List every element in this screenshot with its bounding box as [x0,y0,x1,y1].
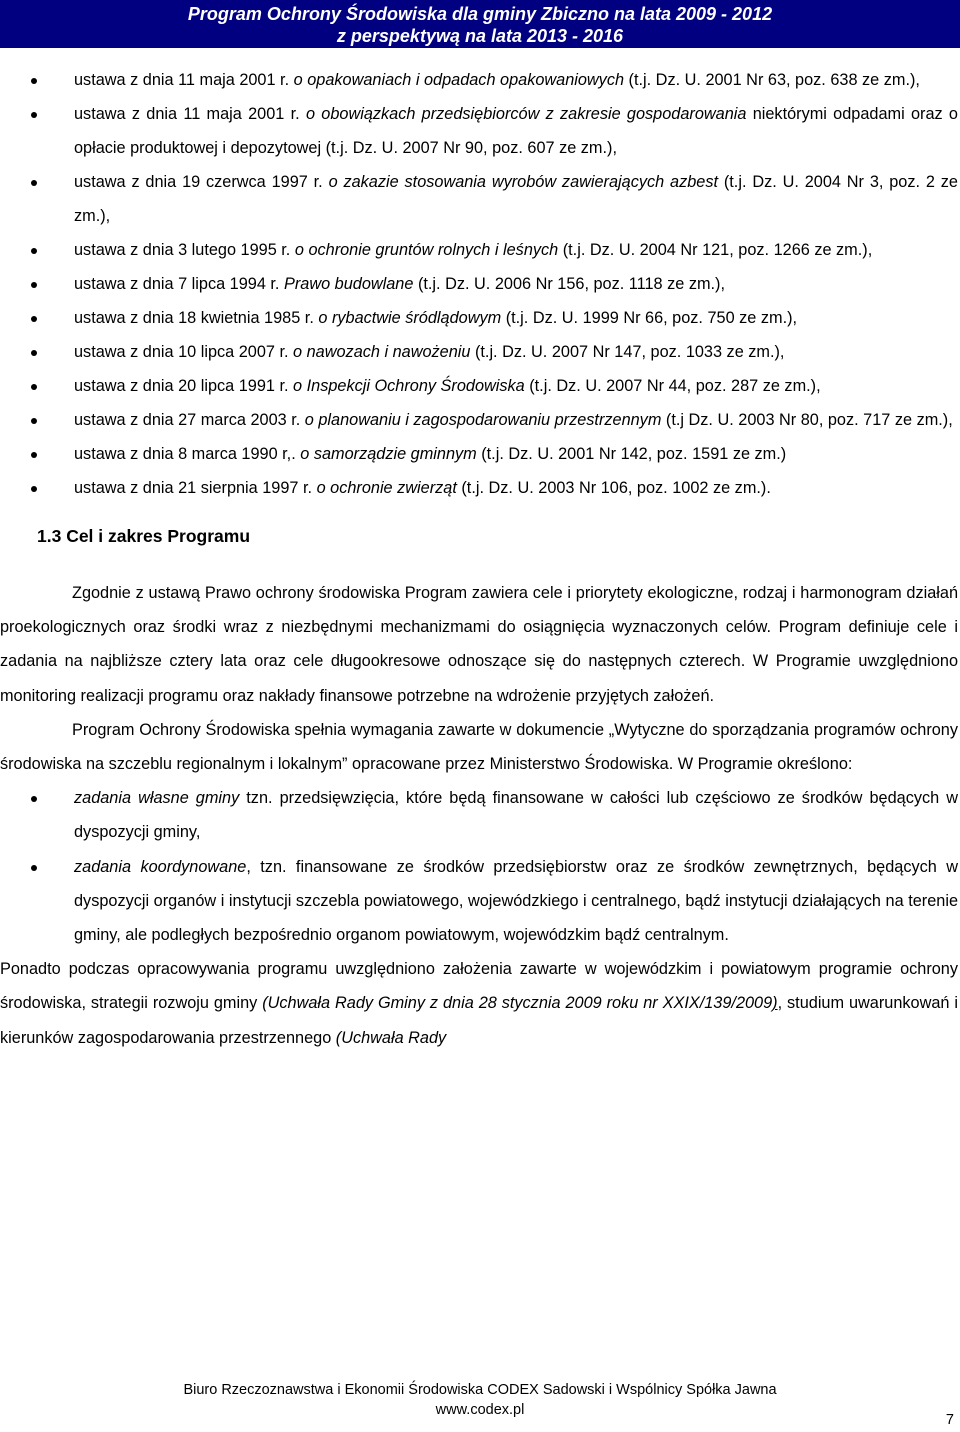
bullet-icon [31,78,37,84]
list-item: zadania własne gminy tzn. przedsięwzięcia, które będą finansowane w całości lub częściowo ze środków będących w dyspozycji gminy, [0,781,960,849]
list-item: ustawa z dnia 3 lutego 1995 r. o ochronie gruntów rolnych i leśnych (t.j. Dz. U. 2004 Nr 121, poz. 1266 ze zm.), [0,233,960,267]
bullet-icon [31,350,37,356]
footer-company: Biuro Rzeczoznawstwa i Ekonomii Środowiska CODEX Sadowski i Wspólnicy Spółka Jawna [183,1382,777,1398]
list-item: ustawa z dnia 27 marca 2003 r. o planowaniu i zagospodarowaniu przestrzennym (t.j Dz. U. 2003 Nr 80, poz. 717 ze zm.), [0,403,960,437]
header-title-line2: z perspektywą na lata 2013 - 2016 [336,26,624,46]
paragraph-additional-documents: Ponadto podczas opracowywania programu uwzględniono założenia zawarte w wojewódzkim i powiatowym programie ochrony środowiska, strategii rozwoju gminy (Uchwała Rady Gminy z dnia 28 stycznia 2009 roku nr XXIX/139/2009), studium uwarunkowań i kierunków zagospodarowania przestrzennego (Uchwała Rady [0,960,958,1047]
list-item: ustawa z dnia 11 maja 2001 r. o opakowaniach i odpadach opakowaniowych (t.j. Dz. U. 2001 Nr 63, poz. 638 ze zm.), [0,63,960,97]
bullet-icon [31,282,37,288]
document-header [0,0,960,48]
section-body [0,576,960,1055]
legal-acts-list [0,63,960,505]
list-item: ustawa z dnia 18 kwietnia 1985 r. o rybactwie śródlądowym (t.j. Dz. U. 1999 Nr 66, poz. 750 ze zm.), [0,301,960,335]
bullet-icon [31,316,37,322]
list-item: zadania koordynowane, tzn. finansowane ze środków przedsiębiorstw oraz ze środków zewnętrznych, będących w dyspozycji organów i instytucji szczebla powiatowego, wojewódzkiego i centralnego, bądź instytucji działających na terenie gminy, ale podległych bezpośrednio organom powiatowym, wojewódzkim bądź centralnym. [0,850,960,953]
list-item: ustawa z dnia 21 sierpnia 1997 r. o ochronie zwierząt (t.j. Dz. U. 2003 Nr 106, poz. 1002 ze zm.). [0,471,960,505]
document-footer [0,1380,960,1420]
footer-website: www.codex.pl [435,1402,525,1418]
page-number: 7 [945,1412,954,1428]
bullet-icon [31,865,37,871]
bullet-icon [31,384,37,390]
list-item: ustawa z dnia 8 marca 1990 r,. o samorządzie gminnym (t.j. Dz. U. 2001 Nr 142, poz. 1591 ze zm.) [0,437,960,471]
paragraph-goals: Zgodnie z ustawą Prawo ochrony środowiska Program zawiera cele i priorytety ekologiczne, rodzaj i harmonogram działań proekologicznych oraz środki wraz z niezbędnymi mechanizmami do osiągnięcia wyznaczonych celów. Program definiuje cele i zadania na najbliższe cztery lata oraz cele długookresowe odnoszące się do następnych czterech. W Programie uwzględniono monitoring realizacji programu oraz nakłady finansowe potrzebne na wdrożenie przyjętych założeń. [0,584,958,705]
list-item: ustawa z dnia 19 czerwca 1997 r. o zakazie stosowania wyrobów zawierających azbest (t.j. Dz. U. 2004 Nr 3, poz. 2 ze zm.), [0,165,960,233]
bullet-icon [31,486,37,492]
list-item: ustawa z dnia 20 lipca 1991 r. o Inspekcji Ochrony Środowiska (t.j. Dz. U. 2007 Nr 44, poz. 287 ze zm.), [0,369,960,403]
bullet-icon [31,180,37,186]
bullet-icon [31,418,37,424]
list-item: ustawa z dnia 10 lipca 2007 r. o nawozach i nawożeniu (t.j. Dz. U. 2007 Nr 147, poz. 1033 ze zm.), [0,335,960,369]
page-content [0,63,960,1055]
header-title-line1: Program Ochrony Środowiska dla gminy Zbiczno na lata 2009 - 2012 [187,4,773,24]
paragraph-guidelines: Program Ochrony Środowiska spełnia wymagania zawarte w dokumencie „Wytyczne do sporządzania programów ochrony środowiska na szczeblu regionalnym i lokalnym” opracowane przez Ministerstwo Środowiska. W Programie określono: [0,720,958,774]
bullet-icon [31,248,37,254]
bullet-icon [31,112,37,118]
list-item: ustawa z dnia 7 lipca 1994 r. Prawo budowlane (t.j. Dz. U. 2006 Nr 156, poz. 1118 ze zm.), [0,267,960,301]
section-heading: 1.3 Cel i zakres Programu [37,526,251,546]
bullet-icon [31,796,37,802]
bullet-icon [31,452,37,458]
list-item: ustawa z dnia 11 maja 2001 r. o obowiązkach przedsiębiorców z zakresie gospodarowania niektórymi odpadami oraz o opłacie produktowej i depozytowej (t.j. Dz. U. 2007 Nr 90, poz. 607 ze zm.), [0,97,960,165]
task-types-list [0,781,960,952]
